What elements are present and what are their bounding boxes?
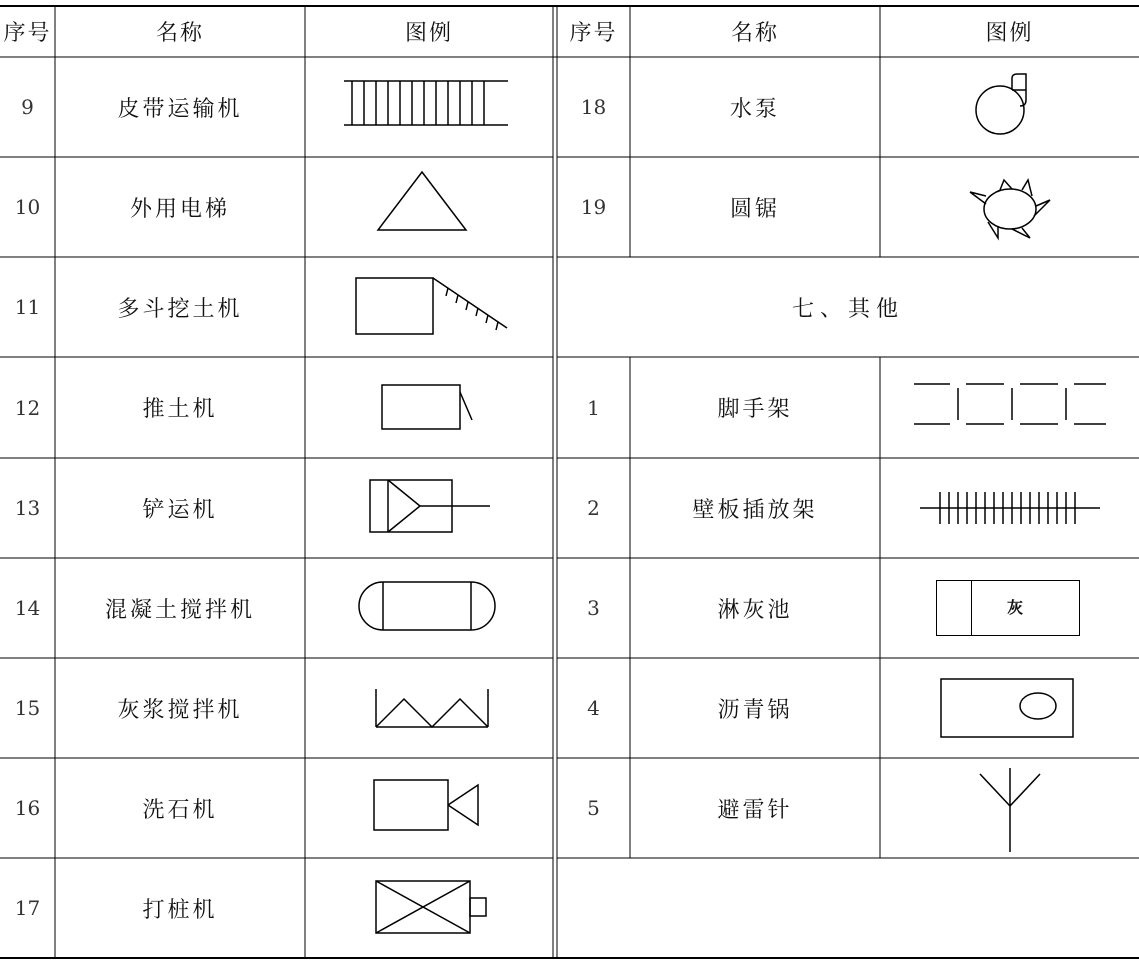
section-title: 七、其他 [791,296,904,322]
row-seq: 11 [14,295,41,319]
row-seq: 2 [587,496,600,520]
row-name: 皮带运输机 [117,96,243,122]
row-seq: 13 [14,496,41,520]
row-seq: 15 [14,696,41,720]
scaffold-icon [912,380,1108,432]
row-name: 灰浆搅拌机 [117,697,243,723]
stone-washer-icon [370,775,488,837]
header-legend-right: 图例 [985,21,1034,46]
mortar-mixer-icon [372,685,492,733]
row-seq: 3 [587,596,600,620]
row-seq: 12 [14,395,41,420]
belt-conveyor-icon [340,75,512,135]
asphalt-pot-icon [938,676,1078,740]
row-seq: 1 [587,395,600,420]
header-seq-left: 序号 [3,21,52,46]
row-seq: 5 [587,796,600,820]
external-elevator-icon [374,168,470,238]
row-seq: 10 [14,195,41,219]
row-name: 打桩机 [142,897,218,923]
circular-saw-icon [964,176,1056,242]
panel-rack-icon [918,488,1102,528]
header-name-left: 名称 [155,21,204,46]
row-seq: 4 [587,696,600,720]
row-name: 洗石机 [142,797,218,823]
bulldozer-icon [378,380,478,436]
row-seq: 16 [14,796,41,820]
header-name-right: 名称 [730,21,779,46]
concrete-mixer-icon [355,577,505,637]
row-seq: 19 [580,195,607,219]
row-name: 圆锯 [729,196,780,222]
row-seq: 18 [580,95,607,119]
row-name: 多斗挖土机 [117,296,243,322]
pile-driver-icon [372,876,496,938]
water-pump-icon [972,72,1042,138]
row-name: 推土机 [142,397,218,422]
row-name: 脚手架 [717,397,793,422]
row-seq: 17 [14,896,41,920]
row-name: 水泵 [729,96,780,122]
row-seq: 9 [21,95,34,119]
row-seq: 14 [14,596,41,620]
row-name: 沥青锅 [717,697,793,723]
lightning-rod-icon [976,764,1046,854]
row-name: 铲运机 [142,497,218,523]
lime-pit-label: 灰 [1007,598,1024,617]
row-name: 避雷针 [717,797,793,823]
bucket-excavator-icon [352,272,512,338]
scraper-icon [366,475,496,539]
row-name: 外用电梯 [129,196,230,222]
lime-pit-icon [936,580,1080,636]
row-name: 壁板插放架 [692,497,818,523]
header-legend-left: 图例 [404,21,453,46]
row-name: 混凝土搅拌机 [104,597,255,623]
row-name: 淋灰池 [717,597,793,623]
header-seq-right: 序号 [569,21,618,46]
